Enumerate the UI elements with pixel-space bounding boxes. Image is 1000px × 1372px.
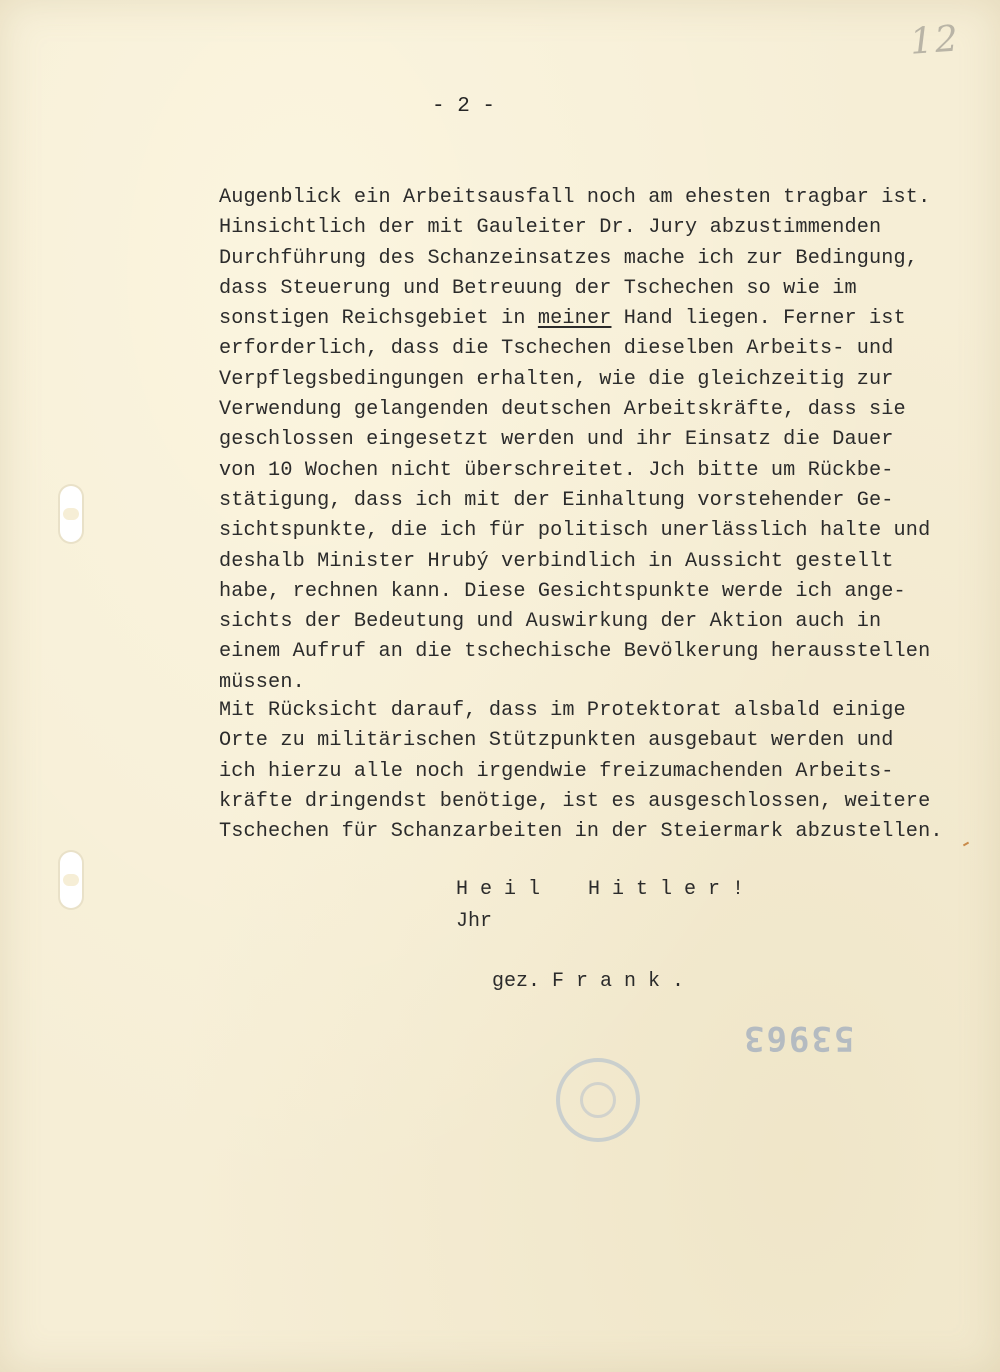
text-line: einem Aufruf an die tschechische Bevölkerung herausstellen [219,640,931,664]
text-segment: Hand liegen. Ferner ist [611,307,906,331]
text-line: habe, rechnen kann. Diese Gesichtspunkte werde ich ange- [219,579,906,603]
text-line: erforderlich, dass die Tschechen dieselben Arbeits- und [219,337,894,361]
text-line: sichts der Bedeutung und Auswirkung der Aktion auch in [219,610,882,634]
text-line: geschlossen eingesetzt werden und ihr Einsatz die Dauer [219,428,894,452]
closing-salutation: Jhr [456,910,493,933]
margin-mark [963,842,969,847]
punch-hole-upper [60,486,82,542]
text-line: müssen. [219,670,305,694]
paragraph-1 [219,183,939,698]
signature-line: gez. F r a n k . [492,970,685,993]
text-line: Tschechen für Schanzarbeiten in der Steiermark abzustellen. [219,820,943,844]
text-line: ich hierzu alle noch irgendwie freizumachenden Arbeits- [219,759,894,783]
text-line: Verwendung gelangenden deutschen Arbeitskräfte, dass sie [219,398,906,422]
text-line: Verpflegsbedingungen erhalten, wie die gleichzeitig zur [219,367,894,391]
paragraph-2 [219,696,943,847]
text-line [219,304,939,334]
archive-stamp-circle [556,1058,640,1142]
page-number: - 2 - [432,95,496,118]
text-line: Mit Rücksicht darauf, dass im Protektorat alsbald einige [219,699,906,722]
text-line: stätigung, dass ich mit der Einhaltung vorstehender Ge- [219,488,894,512]
archive-stamp-number: 53963 [742,1018,855,1058]
handwritten-folio-number: 12 [908,18,962,63]
text-line: Augenblick ein Arbeitsausfall noch am ehesten tragbar ist. [219,186,931,209]
text-line: sichtspunkte, die ich für politisch unerlässlich halte und [219,519,931,543]
text-segment: sonstigen Reichsgebiet in [219,307,538,331]
punch-hole-lower [60,852,82,908]
underlined-word: meiner [537,307,612,331]
text-line: Durchführung des Schanzeinsatzes mache ich zur Bedingung, [219,246,919,270]
text-line: deshalb Minister Hrubý verbindlich in Aussicht gestellt [219,549,894,573]
text-line: Orte zu militärischen Stützpunkten ausgebaut werden und [219,729,894,753]
text-line: dass Steuerung und Betreuung der Tschechen so wie im [219,276,857,300]
text-line: von 10 Wochen nicht überschreitet. Jch bitte um Rückbe- [219,458,894,482]
closing-greeting: H e i l H i t l e r ! [456,878,745,901]
text-line: Hinsichtlich der mit Gauleiter Dr. Jury abzustimmenden [219,216,882,240]
text-line: kräfte dringendst benötige, ist es ausgeschlossen, weitere [219,789,931,813]
